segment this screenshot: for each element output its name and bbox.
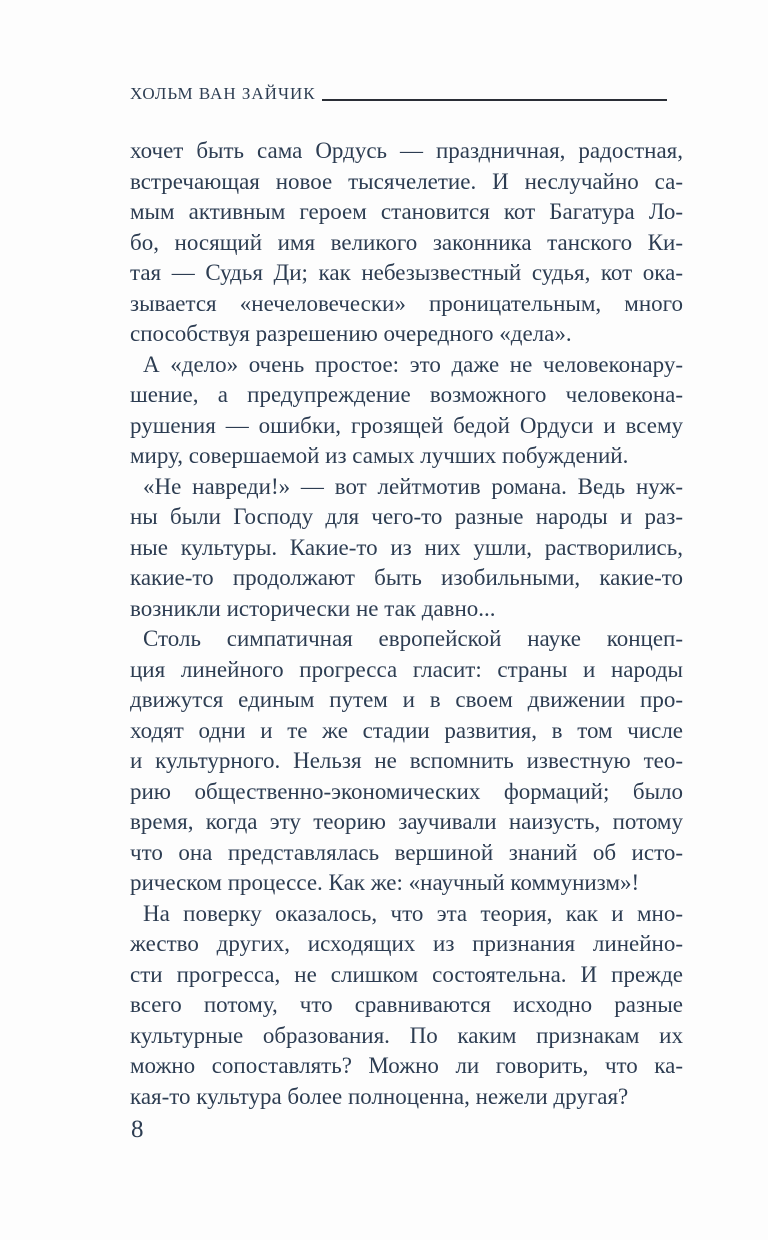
text-line: шение, а предупреждение возможного человекона- — [130, 382, 683, 407]
text-line: возникли исторически не так давно... — [130, 595, 496, 621]
paragraph — [130, 899, 683, 1113]
text-line: и культурного. Нельзя не вспомнить известную тео- — [130, 748, 683, 773]
running-header-title: ХОЛЬМ ВАН ЗАЙЧИК — [130, 84, 316, 103]
text-line: можно сопоставлять? Можно ли говорить, что ка- — [130, 1053, 683, 1078]
paragraph — [130, 350, 683, 472]
text-line: Столь симпатичная европейской науке концеп- — [143, 626, 683, 651]
text-line: миру, совершаемой из самых лучших побуждений. — [130, 443, 629, 468]
text-line: А «дело» очень простое: это даже не человеконару- — [143, 351, 683, 377]
text-line: движутся единым путем и в своем движении про- — [130, 687, 683, 712]
text-line: ны были Господу для чего-то разные народы и раз- — [130, 504, 683, 529]
paragraph — [130, 136, 683, 350]
paragraph — [130, 624, 683, 899]
text-line: рию общественно-экономических формаций; было — [130, 778, 683, 804]
text-line: ные культуры. Какие-то из них ушли, растворились, — [130, 534, 683, 560]
text-line: зывается «нечеловечески» проницательным, много — [130, 290, 683, 316]
text-line: «Не навреди!» — вот лейтмотив романа. Ведь нуж- — [143, 473, 683, 499]
text-line: На поверку оказалось, что эта теория, как и мно- — [143, 900, 683, 926]
text-line: культурные образования. По каким признакам их — [130, 1022, 683, 1048]
text-line: бо, носящий имя великого законника танского Ки- — [130, 229, 683, 255]
text-line: тая — Судья Ди; как небезызвестный судья, кот ока- — [130, 260, 683, 285]
text-line: жество других, исходящих из признания линейно- — [130, 931, 683, 956]
page-text — [130, 136, 683, 1112]
header-rule — [322, 99, 667, 101]
text-line: какие-то продолжают быть изобильными, какие-то — [130, 565, 683, 590]
text-line: что она представлялась вершиной знаний об исто- — [130, 839, 683, 865]
text-line: рушения — ошибки, грозящей бедой Ордуси и всему — [130, 412, 683, 438]
text-line: встречающая новое тысячелетие. И неслучайно са- — [130, 168, 683, 194]
running-header — [130, 84, 667, 103]
text-line: рическом процессе. Как же: «научный коммунизм»! — [130, 870, 640, 895]
page-number: 8 — [131, 1116, 144, 1143]
text-line: мым активным героем становится кот Багатура Ло- — [130, 199, 683, 224]
text-line: ция линейного прогресса гласит: страны и народы — [130, 656, 683, 682]
text-line: ходят одни и те же стадии развития, в том числе — [130, 717, 683, 743]
text-line: всего потому, что сравниваются исходно разные — [130, 992, 683, 1017]
text-line: сти прогресса, не слишком состоятельна. И прежде — [130, 961, 683, 987]
text-line: время, когда эту теорию заучивали наизусть, потому — [130, 809, 683, 834]
text-line: кая-то культура более полноценна, нежели другая? — [130, 1083, 629, 1109]
text-line: способствуя разрешению очередного «дела». — [130, 321, 572, 346]
paragraph — [130, 472, 683, 625]
text-line: хочет быть сама Ордусь — праздничная, радостная, — [130, 138, 683, 163]
